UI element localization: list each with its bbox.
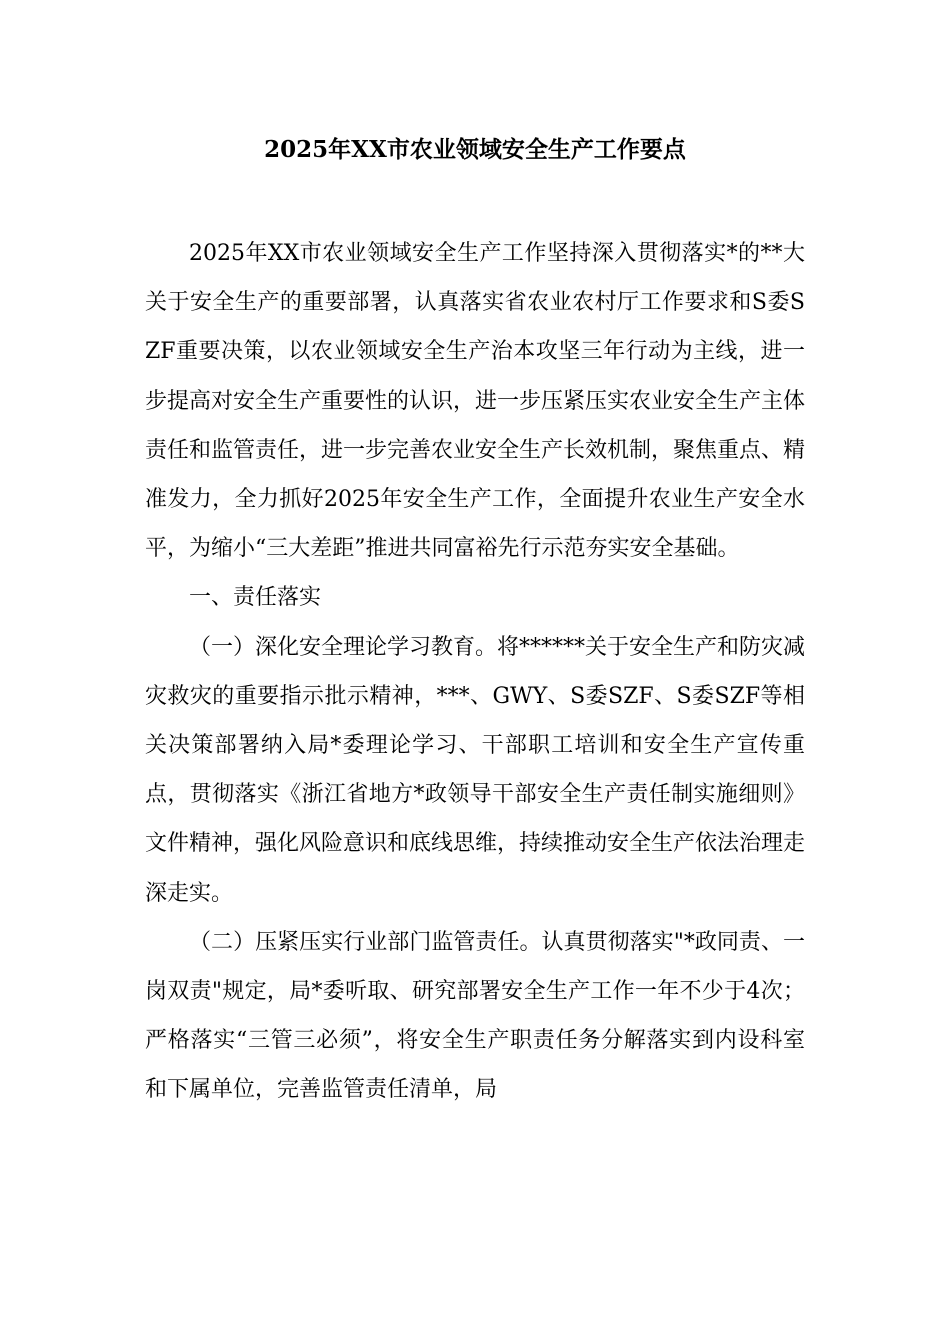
intro-paragraph: 2025年XX市农业领域安全生产工作坚持深入贯彻落实*的**大关于安全生产的重要部署，认真落实省农业农村厅工作要求和S委SZF重要决策，以农业领域安全生产治本攻坚三年行动为主线，进一步提高对安全生产重要性的认识，进一步压紧压实农业安全生产主体责任和监管责任，进一步完善农业安全生产长效机制，聚焦重点、精准发力，全力抓好2025年安全生产工作，全面提升农业生产安全水平，为缩小“三大差距”推进共同富裕先行示范夯实安全基础。: [145, 241, 806, 562]
section-heading-responsibility: 一、责任落实: [189, 585, 322, 611]
document-body: [145, 229, 805, 1115]
document-title: 2025年XX市农业领域安全生产工作要点: [264, 136, 686, 163]
paragraph-item-1: （一）深化安全理论学习教育。将******关于安全生产和防灾减灾救灾的重要指示批示精神，***、GWY、S委SZF、S委SZF等相关决策部署纳入局*委理论学习、干部职工培训和安全生产宣传重点，贯彻落实《浙江省地方*政领导干部安全生产责任制实施细则》文件精神，强化风险意识和底线思维，持续推动安全生产依法治理走深走实。: [145, 634, 806, 906]
paragraph-item-2: （二）压紧压实行业部门监管责任。认真贯彻落实"*政同责、一岗双责"规定，局*委听取、研究部署安全生产工作一年不少于4次；严格落实“三管三必须”，将安全生产职责任务分解落实到内设科室和下属单位，完善监管责任清单，局: [145, 929, 805, 1103]
